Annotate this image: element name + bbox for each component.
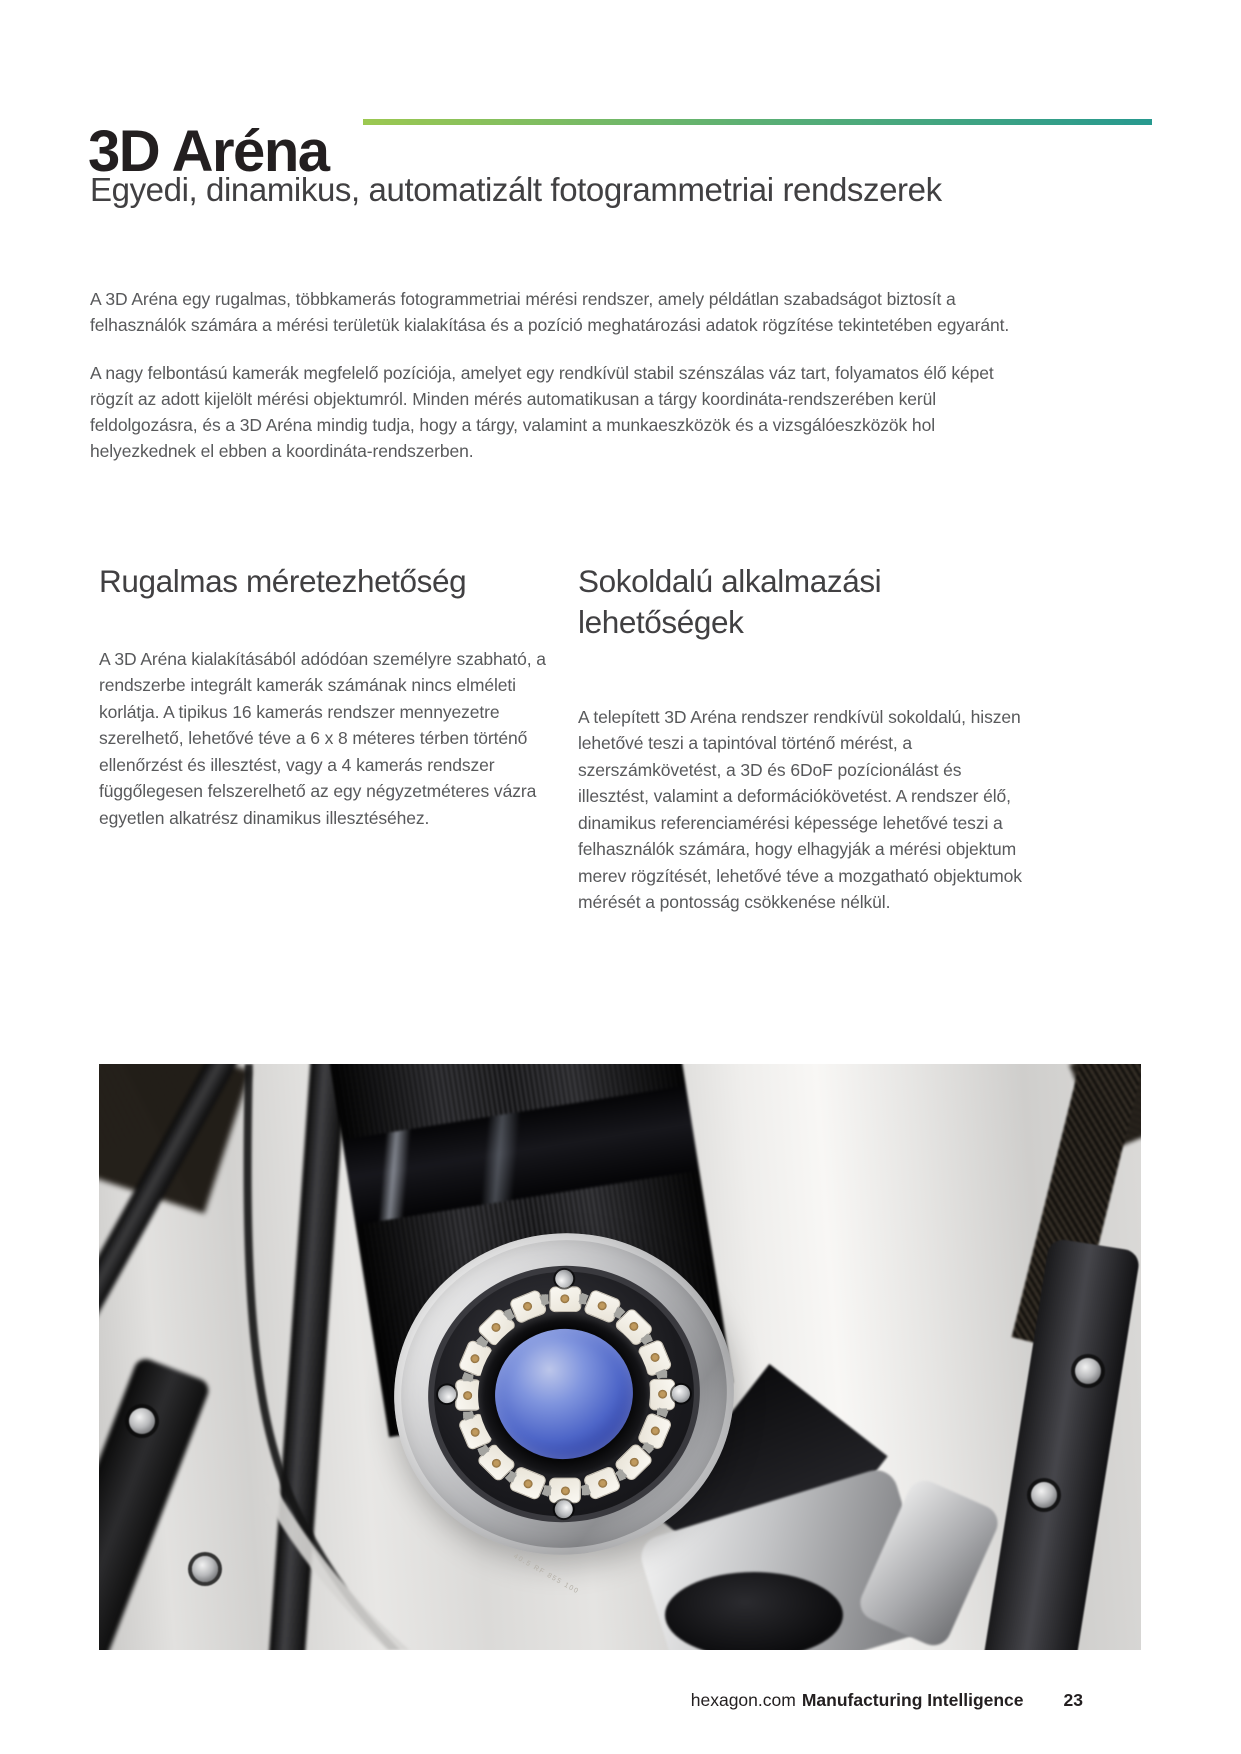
ring-screw-icon [555,1500,573,1518]
column-heading-versatility: Sokoldalú alkalmazási lehetőségek [578,563,882,641]
ring-screw-icon [555,1270,573,1288]
ring-screw-icon [672,1385,690,1403]
page-number: 23 [1063,1690,1083,1710]
page-subtitle: Egyedi, dinamikus, automatizált fotogrammetriai rendszerek [90,171,942,208]
page-title: 3D Aréna [88,118,329,184]
hex-bolt-icon [129,1408,155,1434]
hex-bolt-icon [1031,1482,1057,1508]
led-chip-icon [549,1286,581,1312]
intro-paragraph-2: A nagy felbontású kamerák megfelelő pozíciója, amelyet egy rendkívül stabil szénszálas váz tart, folyamatos élő képet rögzít az adott kijelölt mérési objektumról. Minden mérés automatikusan a tárgy koordináta-rendszerében kerül feldolgozásra, és a 3D Aréna mindig tudja, hogy a tárgy, valamint a munkaeszközök és a vizsgálóeszközök hol helyezkednek el ebben a koordináta-rendszerben. [90,362,994,461]
lens-ring-text: 40.5 RF 855 100 [512,1552,581,1596]
column-body-scalability: A 3D Aréna kialakításából adódóan személyre szabható, a rendszerbe integrált kamerák számának nincs elméleti korlátja. A tipikus 16 kamerás rendszer mennyezetre szerelhető, lehetővé téve a 6 x 8 méteres térben történő ellenőrzést és illesztést, vagy a 4 kamerás rendszer függőlegesen felszerelhető az egy négyzetméteres vázra egyetlen alkatrész dinamikus illesztéséhez. [99,648,546,828]
hex-bolt-icon [192,1556,218,1582]
camera-mount-ball [665,1572,843,1650]
lens-front-face [373,1211,754,1596]
led-chip-icon [549,1478,581,1504]
footer-brandline [691,1690,1024,1711]
page-footer [691,1690,1083,1711]
column-body-versatility: A telepített 3D Aréna rendszer rendkívül sokoldalú, hiszen lehetővé teszi a tapintóval történő mérést, a szerszámkövetést, a 3D és 6DoF pozícionálást és illesztést, valamint a deformációkövetést. A rendszer élő, dinamikus referenciamérési képessége lehetővé teszi a felhasználók számára, hogy elhagyják a mérési objektum merev rögzítését, lehetővé téve a mozgatható objektumok mérését a pontosság csökkenése nélkül. [578,706,1022,912]
lens-barrel-gloss-band [342,1085,699,1224]
column-heading-scalability: Rugalmas méretezhetőség [99,563,467,600]
intro-paragraph-1: A 3D Aréna egy rugalmas, többkamerás fotogrammetriai mérési rendszer, amely példátlan szabadságot biztosít a felhasználók számára a mérési területük kialakítása és a pozíció meghatározási adatok rögzítése tekintetében egyaránt. [90,288,1010,335]
hex-bolt-icon [1075,1358,1101,1384]
title-accent-rule [363,119,1152,125]
footer-brand-name: Manufacturing Intelligence [801,1690,1024,1710]
footer-site-link[interactable]: hexagon.com [690,1690,796,1710]
product-photo-camera-lens [99,1064,1141,1650]
ring-screw-icon [438,1385,456,1403]
